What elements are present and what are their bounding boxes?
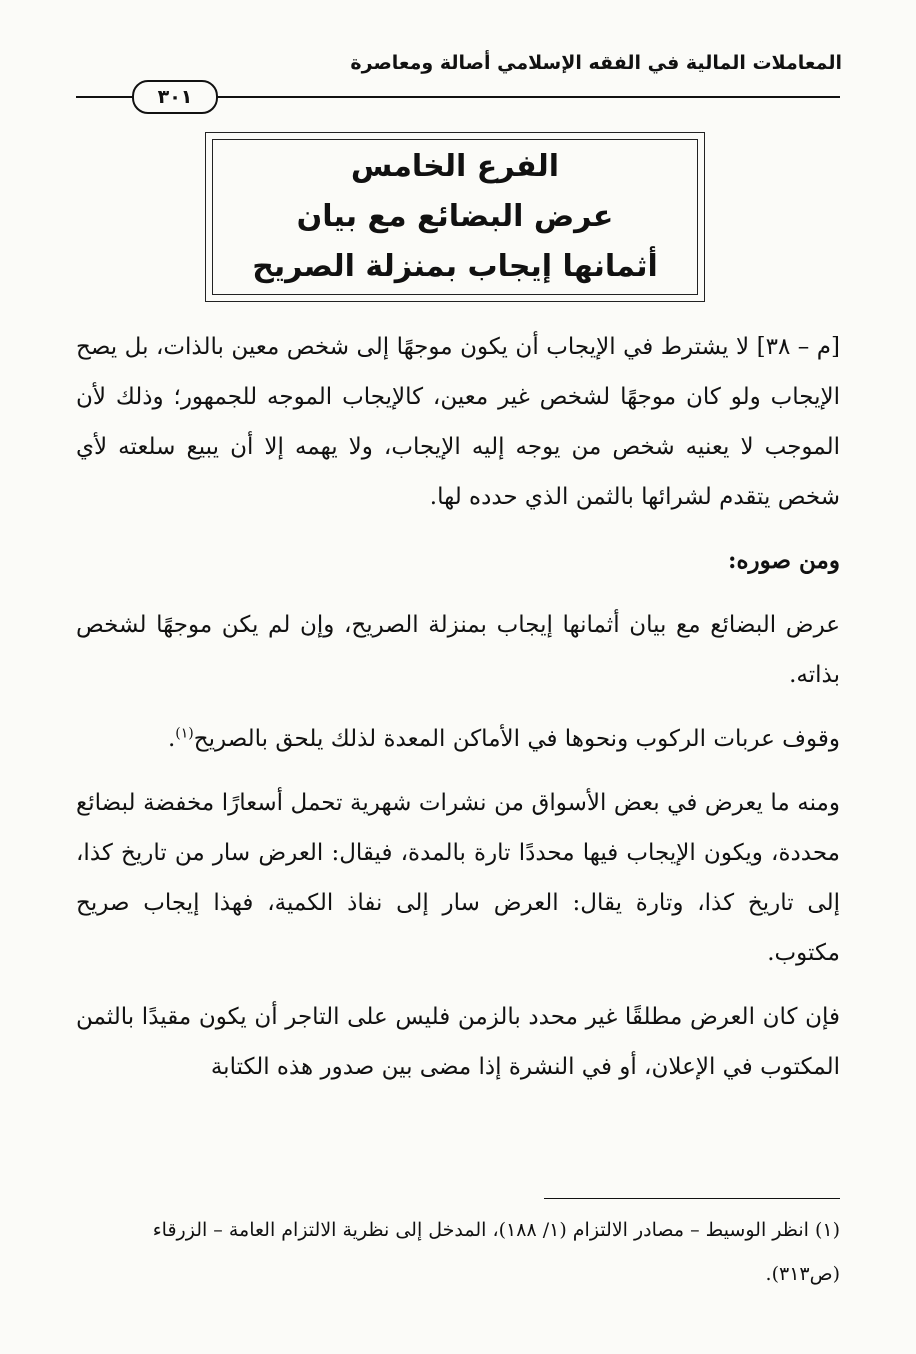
section-title-line-1: الفرع الخامس bbox=[350, 149, 560, 184]
section-title-line-3: أثمانها إيجاب بمنزلة الصريح bbox=[252, 249, 658, 284]
paragraph-3: عرض البضائع مع بيان أثمانها إيجاب بمنزلة الصريح، وإن لم يكن موجهًا لشخص بذاته. bbox=[76, 612, 840, 688]
paragraph-4 bbox=[76, 714, 840, 764]
footnote-line-2: (ص٣١٣). bbox=[765, 1263, 840, 1285]
section-title-line-2: عرض البضائع مع بيان bbox=[296, 199, 614, 234]
paragraph-5: ومنه ما يعرض في بعض الأسواق من نشرات شهرية تحمل أسعارًا مخفضة لبضائع محددة، ويكون الإيجاب فيها محددًا تارة بالمدة، فيقال: العرض سار من تاريخ كذا، إلى تاريخ كذا، وتارة يقال: العرض سار إلى نفاذ الكمية، فهذا إيجاب صريح مكتوب. bbox=[76, 790, 840, 966]
paragraph-1: [م – ٣٨] لا يشترط في الإيجاب أن يكون موجهًا إلى شخص معين بالذات، بل يصح الإيجاب ولو كان موجهًا لشخص غير معين، كالإيجاب الموجه للجمهور؛ وذلك لأن الموجب لا يعنيه شخص من يوجه إليه الإيجاب، ولا يهمه إلا أن يبيع سلعته لأي شخص يتقدم لشرائها بالثمن الذي حدده لها. bbox=[76, 334, 841, 510]
paragraph-4-text: وقوف عربات الركوب ونحوها في الأماكن المعدة لذلك يلحق بالصريح bbox=[193, 726, 840, 752]
page-number: ٣٠١ bbox=[132, 80, 218, 114]
body-text bbox=[76, 322, 840, 1092]
footnotes bbox=[76, 1208, 840, 1296]
section-title-frame bbox=[212, 139, 698, 295]
paragraph-subhead: ومن صوره: bbox=[727, 547, 840, 574]
footnote-rule bbox=[544, 1198, 840, 1199]
section-title-box bbox=[205, 132, 705, 302]
paragraph-6: فإن كان العرض مطلقًا غير محدد بالزمن فليس على التاجر أن يكون مقيدًا بالثمن المكتوب في الإعلان، أو في النشرة إذا مضى بين صدور هذه الكتابة bbox=[76, 1004, 840, 1080]
running-head: المعاملات المالية في الفقه الإسلامي أصالة ومعاصرة bbox=[350, 52, 842, 74]
footnote-line-1: (١) انظر الوسيط – مصادر الالتزام (١/ ١٨٨)، المدخل إلى نظرية الالتزام العامة – الزرقاء bbox=[152, 1219, 840, 1241]
paragraph-4-end: . bbox=[167, 726, 176, 752]
footnote-marker[interactable]: (١) bbox=[175, 725, 194, 742]
